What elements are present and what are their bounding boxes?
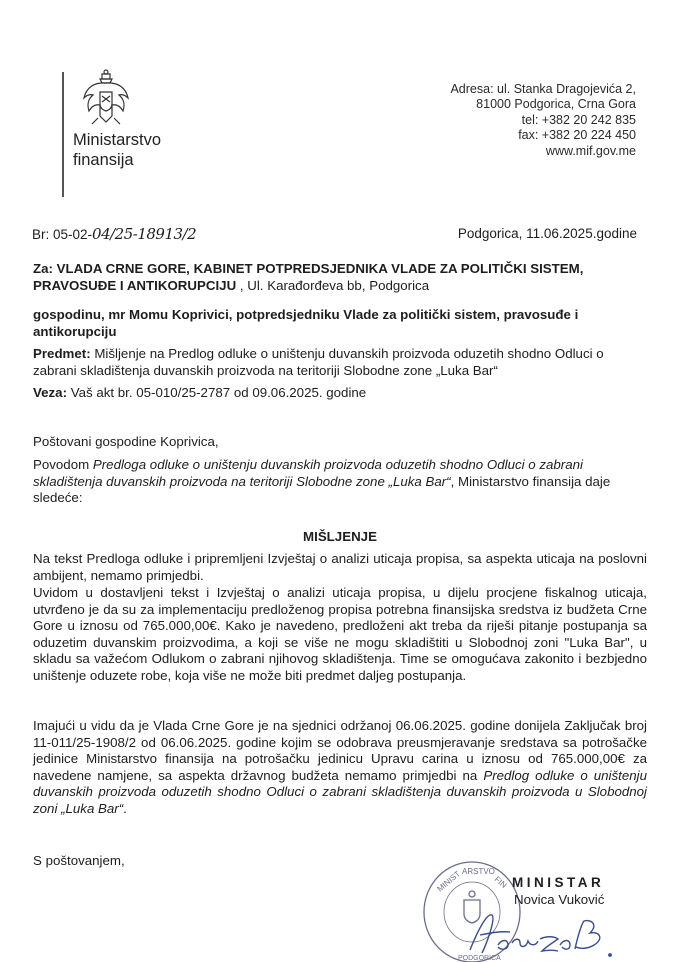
ministry-name [73, 130, 161, 170]
paragraph-business-environment: Na tekst Predloga odluke i pripremljeni Izvještaj o analizi uticaja propisa, sa aspekta uticaja na poslovni ambijent, nemamo primjedbi. [33, 551, 647, 583]
address-phone: tel: +382 20 242 835 [521, 112, 636, 127]
signatory-title: MINISTAR [512, 875, 605, 890]
letterhead-divider [62, 72, 64, 197]
addressee: gospodinu, mr Momu Koprivici, potpredsjedniku Vlade za politički sistem, pravosuđe i antikorupciju [33, 307, 579, 339]
intro-paragraph [33, 457, 647, 507]
opinion-heading: MIŠLJENJE [303, 529, 377, 544]
handwritten-signature-icon [460, 905, 620, 960]
reference-number [32, 225, 196, 243]
link-line [33, 385, 647, 402]
link-label: Veza: [33, 385, 68, 400]
greeting: Poštovani gospodine Koprivica, [33, 434, 219, 449]
contact-address-block [450, 82, 636, 159]
coat-of-arms-icon [78, 68, 134, 128]
reference-handwritten: 04/25-18913/2 [92, 225, 197, 243]
place-date: Podgorica, 11.06.2025.godine [457, 226, 637, 241]
za-label: Za: [33, 261, 53, 276]
svg-text:FIN: FIN [492, 874, 509, 890]
svg-text:MINIST: MINIST [435, 869, 463, 894]
link-text: Vaš akt br. 05-010/25-2787 od 09.06.2025. godine [67, 385, 367, 400]
signatory-name: Novica Vuković [514, 892, 605, 907]
reference-prefix: Br: 05-02- [32, 227, 93, 242]
recipient-address: , Ul. Karađorđeva bb, Podgorica [236, 277, 430, 293]
subject-line [33, 346, 647, 379]
paragraph-budget-conclusion [33, 718, 647, 817]
closing: S poštovanjem, [33, 853, 125, 868]
intro-pre: Povodom [33, 457, 93, 472]
para3-proposal-title: Predlog odluke o uništenju duvanskih proizvoda oduzetih shodno Odluci o zabrani skladištenja duvanskih proizvoda u Slobodnoj zoni „Luka Bar“ [33, 767, 647, 816]
para3-post: . [123, 800, 127, 816]
ministry-name-line1: Ministarstvo [73, 131, 162, 149]
para3-pre: Imajući u vidu da je Vlada Crne Gore je na sjednici održanoj 06.06.2025. godine donijela Zaključak broj 11-011/25-1908/2 od 06.06.2025. godine kojim se odobrava preusmjeravanje sredstava sa potrošačke jedinice Ministarstvo finansija na potrošačku jedinicu Upravu carina u iznosu od 765.000,00€ za navedene namjene, sa aspekta državnog budžeta nemamo primjedbi na [33, 718, 647, 783]
recipient-block [33, 261, 647, 294]
address-street: Adresa: ul. Stanka Dragojevića 2, [450, 82, 636, 96]
recipient-organization: VLADA CRNE GORE, KABINET POTPREDSJEDNIKA VLADE ZA POLITIČKI SISTEM, PRAVOSUĐE I ANTIKORUPCIJU [33, 261, 584, 293]
paragraph-fiscal-impact: Uvidom u dostavljeni tekst i Izvještaj o analizi uticaja propisa, u dijelu procjene fiskalnog uticaja, utvrđeno je da su za implementaciju predloženog propisa potrebna finansijska sredstva iz budžeta Crne Gore u iznosu od 765.000,00€. Kako je navedeno, predloženi akt treba da riješi pitanje postupanja sa oduzetim duvanskim proizvodima, a koji se više ne mogu skladištiti u Slobodnoj zoni "Luka Bar", u skladu sa važećom Odlukom o zabrani njihovog skladištenja. Time se omogućava zakonito i bezbjedno uništenje oduzete robe, koja više ne može biti predmet daljeg postupanja. [33, 585, 647, 683]
svg-text:PODGORICA: PODGORICA [458, 955, 501, 962]
intro-post: , Ministarstvo finansija daje sledeće: [33, 473, 611, 505]
svg-text:ARSTVO: ARSTVO [462, 867, 495, 876]
subject-label: Predmet: [33, 346, 91, 361]
address-website: www.mif.gov.me [545, 143, 636, 158]
address-city: 81000 Podgorica, Crna Gora [476, 97, 636, 112]
address-fax: fax: +382 20 224 450 [518, 128, 636, 143]
subject-text: Mišljenje na Predlog odluke o uništenju duvanskih proizvoda oduzetih shodno Odluci o zabrani skladištenja duvanskih proizvoda na teritoriji Slobodne zone „Luka Bar“ [33, 346, 604, 378]
intro-proposal-title: Predloga odluke o uništenju duvanskih proizvoda oduzetih shodno Odluci o zabrani skladištenja duvanskih proizvoda na teritoriji Slobodne zone „Luka Bar“ [33, 457, 583, 489]
ministry-name-line2: finansija [73, 151, 134, 169]
